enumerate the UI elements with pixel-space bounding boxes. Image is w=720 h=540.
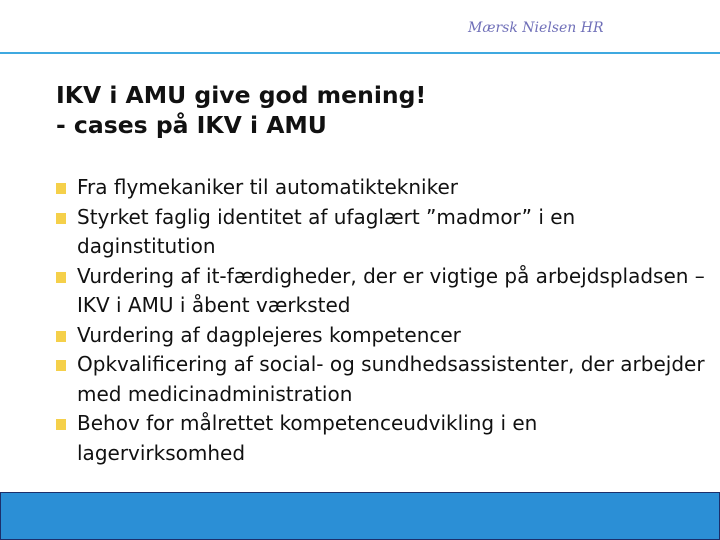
title-line-2: - cases på IKV i AMU: [56, 111, 327, 139]
header-divider: [0, 52, 720, 54]
square-bullet-icon: [56, 360, 66, 371]
square-bullet-icon: [56, 419, 66, 430]
square-bullet-icon: [56, 272, 66, 283]
bullet-list: [56, 173, 706, 468]
bullet-text: Behov for målrettet kompetenceudvikling i en lagervirksomhed: [77, 411, 538, 465]
square-bullet-icon: [56, 213, 66, 224]
bullet-item: [56, 409, 706, 468]
square-bullet-icon: [56, 183, 66, 194]
brand-name: Mærsk Nielsen HR: [468, 20, 604, 36]
bullet-item: [56, 173, 706, 203]
slide-title: [56, 80, 426, 140]
bullet-item: [56, 262, 706, 321]
bullet-text: Styrket faglig identitet af ufaglært ”madmor” i en daginstitution: [77, 204, 576, 258]
footer-bar: [0, 492, 720, 540]
bullet-item: [56, 350, 706, 409]
square-bullet-icon: [56, 331, 66, 342]
bullet-item: [56, 203, 706, 262]
bullet-text: Opkvalificering af social- og sundhedsassistenter, der arbejder med medicinadministration: [77, 352, 705, 406]
bullet-text: Vurdering af it-færdigheder, der er vigtige på arbejdspladsen – IKV i AMU i åbent værksted: [77, 263, 705, 317]
title-line-1: IKV i AMU give god mening!: [56, 81, 427, 109]
bullet-item: [56, 321, 706, 351]
bullet-text: Vurdering af dagplejeres kompetencer: [77, 322, 461, 347]
bullet-text: Fra flymekaniker til automatiktekniker: [77, 175, 458, 199]
